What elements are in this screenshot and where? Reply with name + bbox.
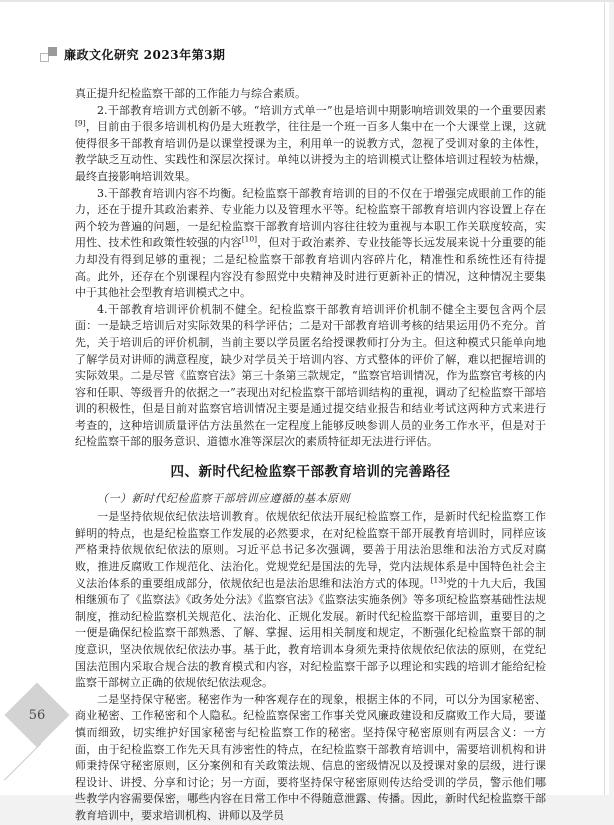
page-number: 56 [28,707,46,723]
page-number-tail-line [4,743,41,780]
paragraph [75,509,546,692]
text-run: 3.干部教育培训内容不均衡。纪检监察干部教育培训的目的不仅在于增强完成眼前工作的能力，还在于提升其政治素养、专业能力以及管理水平等。纪检监察干部教育培训内容设置上存在两个较为普遍的问题，一是纪检监察干部教育培训内容往往较为重视与本职工作关联度较高，实用性、技术性和政策性较强的内容 [75,186,546,250]
footnote-ref: [9] [75,118,86,128]
paragraph [75,86,546,103]
text-run: ，但对于政治素养、专业技能等长远发展来说十分重要的能力却没有得到足够的重视；二是纪检监察干部教育培训内容碎片化，精准性和系统性还有待提高。此外，还存在个别课程内容没有参照党中央精神及时进行更新补正的情况，这种情况主要集中于其他社会型教育培训模式之中。 [75,236,547,300]
text-run: 真正提升纪检监察干部的工作能力与综合素质。 [75,87,306,100]
logo-filled-square [48,47,57,56]
page-top-edge [0,0,614,2]
article-body [75,86,546,825]
footnote-ref: [13] [430,574,446,584]
journal-header [40,46,225,63]
text-run: 2.干部教育培训方式创新不够。“培训方式单一”也是培训中期影响培训效果的一个重要因素 [97,103,546,117]
paragraph [75,186,546,302]
text-run: 4.干部教育培训评价机制不健全。纪检监察干部教育培训评价机制不健全主要包含两个层面：一是缺乏培训后对实际效果的科学评估；二是对干部教育培训考核的结果运用仍不充分。首先，关于培训后的评价机制，当前主要以学员匿名给授课教师打分为主。但这种模式只能单向地了解学员对讲师的满意程度，缺少对学员关于培训内容、方式整体的评价了解，难以把握培训的实际效果。二是尽管《监察官法》第三十条第三款规定，“监察官培训情况，作为监察官考核的内容和任职、等级晋升的依据之一”表现出对纪检监察干部培训结构的重视，调动了纪检监察干部培训的积极性，但是目前对监察官培训情况主要是通过提交结业报告和结业考试这两种方式来进行考查的，这种培训质量评估方法虽然在一定程度上能够反映参训人员的业务工作水平，但是对于纪检监察干部的服务意识、道德水准等深层次的素质特征却无法进行评估。 [75,302,546,449]
journal-title: 廉政文化研究 2023年第3期 [64,48,226,62]
paragraph [75,692,546,825]
page-right-edge [604,2,605,795]
page-number-badge [5,683,69,747]
paragraph [75,103,546,186]
text-run: 党的十九大后，我国相继颁布了《监察法》《政务处分法》《监察官法》《监察法实施条例》等多项纪检监察基础性法规制度，推动纪检监察机关规范化、法治化、正规化发展。新时代纪检监察干部培训，重要目的之一便是确保纪检监察干部熟悉、了解、掌握、运用相关制度和规定，不断强化纪检监察干部的制度意识，坚决依规依纪依法办事。基于此，教育培训本身须先秉持依规依纪依法的原则，在党纪国法范围内采取合规合法的教育模式和内容，对纪检监察干部予以理论和实践的培训才能给纪检监察干部树立正确的依规依纪依法观念。 [75,576,547,690]
footnote-ref: [10] [241,234,258,244]
text-run: 二是坚持保守秘密。秘密作为一种客观存在的现象，根据主体的不同，可以分为国家秘密、商业秘密、工作秘密和个人隐私。纪检监察保密工作事关党风廉政建设和反腐败工作大局，要谨慎而细致，切实维护好国家秘密与纪检监察工作的秘密。坚持保守秘密原则有两层含义：一方面，由于纪检监察工作先天具有涉密性的特点，在纪检监察干部教育培训中，需要培训机构和讲师秉持保守秘密原则，区分案例和有关政策法规、信息的密级情况以及授课对象的层级，进行课程设计、讲授、分享和讨论；另一方面，要将坚持保守秘密原则传达给受训的学员，警示他们哪些教学内容需要保密，哪些内容在日常工作中不得随意泄露、传播。因此，新时代纪检监察干部教育培训中，要求培训机构、讲师以及学员 [75,692,546,822]
paragraph [75,302,546,451]
section-heading: 四、新时代纪检监察干部教育培训的完善路径 [170,464,451,481]
journal-logo-icon [40,47,57,62]
subsection-heading: （一）新时代纪检监察干部培训应遵循的基本原则 [97,491,350,505]
text-run: ，目前由于很多培训机构仍是大班教学，往往是一个班一百多人集中在一个大课堂上课，这就使得很多干部教育培训仍是以课堂授课为主，利用单一的说教方式，忽视了受训对象的主体性，教学缺乏互动性、实践性和深层次探讨。单纯以讲授为主的培训模式让整体培训过程较为枯燥，最终直接影响培训效果。 [75,120,546,183]
text-run: 一是坚持依规依纪依法培训教育。依规依纪依法开展纪检监察工作，是新时代纪检监察工作鲜明的特点，也是纪检监察工作发展的必然要求，在对纪检监察干部开展教育培训时，同样应该严格秉持依规依纪依法的原则。习近平总书记多次强调，要善于用法治思维和法治方式反对腐败，推进反腐败工作规范化、法治化。党规党纪是国法的先导，党内法规体系是中国特色社会主义法治体系的重要组成部分，依规依纪也是法治思维和法治方式的体现。 [75,510,546,590]
